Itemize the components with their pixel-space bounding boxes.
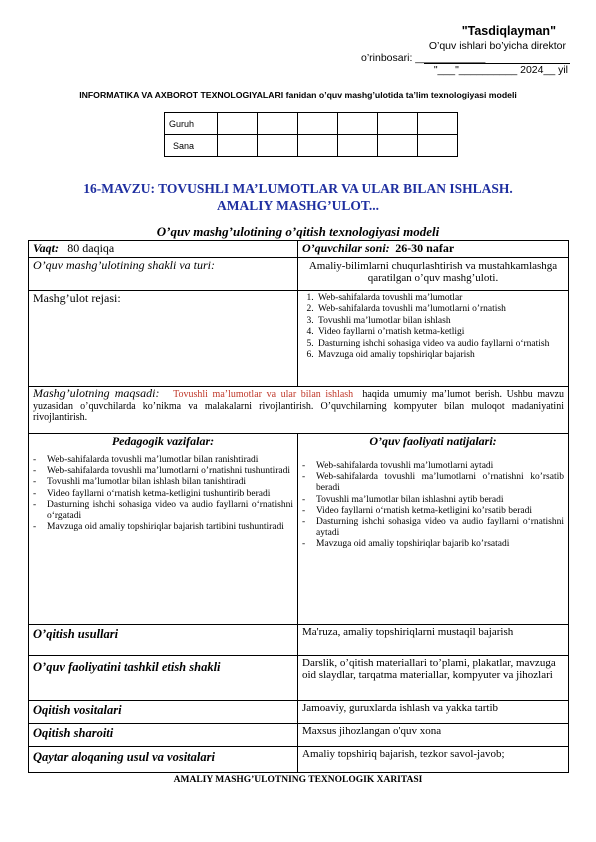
plan-item: 6. Mavzuga oid amaliy topshiriqlar bajarish <box>316 350 564 361</box>
date-cell <box>218 135 258 157</box>
tools-label: Oqitish vositalari <box>29 701 298 724</box>
time-row <box>29 241 569 258</box>
org-value: Darslik, o’qitish materiallari to’plami, plakatlar, mavzuga oid slaydlar, tarqatma materiallar, kompyuter va jihozlari <box>298 656 569 701</box>
tools-row <box>29 701 569 724</box>
students-cell <box>298 241 569 258</box>
res-item: - Web-sahifalarda tovushli ma’lumotlarni o’rnatishni ko’rsatib beradi <box>302 472 564 494</box>
plan-item: 3. Tovushli ma’lumotlar bilan ishlash <box>316 316 564 327</box>
res-item: - Web-sahifalarda tovushli ma’lumotlarni aytadi <box>302 461 564 472</box>
footer-title: AMALIY MASHG’ULOTNING TEXNOLOGIK XARITASI <box>173 775 423 785</box>
res-item: - Video fayllarni o‘rnatish ketma-ketligini ko’rsatib beradi <box>302 506 564 517</box>
students-value: 26-30 nafar <box>395 241 455 255</box>
table-title: O’quv mashg’ulotining o’qitish texnologiyasi modeli <box>156 224 440 239</box>
date-row <box>165 135 458 157</box>
date-cell <box>338 135 378 157</box>
ped-item: - Mavzuga oid amaliy topshiriqlar bajarish tartibini tushuntiradi <box>33 522 293 533</box>
group-cell <box>378 113 418 135</box>
time-label: Vaqt: <box>33 241 60 255</box>
methods-label: O’qitish usullari <box>29 625 298 656</box>
ped-item: - Dasturning ishchi sohasiga video va audio fayllarni o‘rnatishni o‘rgatadi <box>33 500 293 522</box>
date-cell <box>418 135 458 157</box>
time-value: 80 daqiqa <box>67 241 115 255</box>
form-row <box>29 258 569 291</box>
students-label: O’quvchilar soni: <box>302 241 390 255</box>
ped-item: - Web-sahifalarda tovushli ma’lumotlarni o’rnatishni tushuntiradi <box>33 466 293 477</box>
group-date-table <box>164 112 458 157</box>
res-label: O’quv faoliyati natijalari: <box>369 434 497 448</box>
plan-item: 5. Dasturning ishchi sohasiga video va audio fayllarni o‘rnatish <box>316 339 564 350</box>
form-label: O’quv mashg’ulotining shakli va turi: <box>29 258 298 291</box>
res-item: - Tovushli ma’lumotlar bilan ishlashni aytib beradi <box>302 495 564 506</box>
date-cell <box>258 135 298 157</box>
plan-item: 1. Web-sahifalarda tovushli ma’lumotlar <box>316 293 564 304</box>
plan-item: 2. Web-sahifalarda tovushli ma’lumotlarni o’rnatish <box>316 304 564 315</box>
res-list <box>302 461 564 551</box>
topic-line-1: 16-MAVZU: TOVUSHLI MA’LUMOTLAR VA ULAR BILAN ISHLASH. <box>83 181 513 196</box>
ped-item: - Video fayllarni o‘rnatish ketma-ketligini tushuntirib beradi <box>33 489 293 500</box>
feedback-row <box>29 747 569 773</box>
group-label: Guruh <box>165 113 218 135</box>
plan-cell <box>298 291 569 387</box>
org-row <box>29 656 569 701</box>
date-label: Sana <box>165 135 218 157</box>
conditions-value: Maxsus jihozlangan o'quv xona <box>298 724 569 747</box>
group-cell <box>418 113 458 135</box>
goal-cell <box>29 387 569 434</box>
goal-row <box>29 387 569 434</box>
form-value: Amaliy-bilimlarni chuqurlashtirish va mustahkamlashga qaratilgan o’quv mashg’uloti. <box>298 258 569 291</box>
document-heading: INFORMATIKA VA AXBOROT TEXNOLOGIYALARI fanidan o’quv mashg’ulotida ta’lim texnologiyasi modeli <box>79 90 517 100</box>
plan-item: 4. Video fayllarni o’rnatish ketma-ketligi <box>316 327 564 338</box>
approval-role: O’quv ishlari bo’yicha direktor <box>428 40 566 52</box>
group-cell <box>258 113 298 135</box>
org-label: O’quv faoliyatini tashkil etish shakli <box>29 656 298 701</box>
topic-title <box>0 180 596 214</box>
ped-item: - Tovushli ma’lumotlar bilan ishlash bilan tanishtiradi <box>33 477 293 488</box>
goal-text: haqida umumiy ma’lumot berish. Ushbu mavzu yuzasidan o’quvchilarda ko’nikma va malakalarni rivojlantirish. O’quvchilarning kompyuter bilan muloqot madaniyatini rivojlantirish. <box>33 389 564 423</box>
plan-row <box>29 291 569 387</box>
topic-line-2: AMALIY MASHG’ULOT... <box>217 198 379 213</box>
conditions-label: Oqitish sharoiti <box>29 724 298 747</box>
group-cell <box>338 113 378 135</box>
technology-model-table <box>28 240 569 773</box>
approval-title: "Tasdiqlayman" <box>461 24 556 38</box>
approval-subtitle: o’rinbosari: ____________ <box>361 52 486 64</box>
methods-row <box>29 625 569 656</box>
date-cell <box>298 135 338 157</box>
date-cell <box>378 135 418 157</box>
approval-date: "___"__________ 2024__ yil <box>433 64 568 76</box>
goal-label: Mashg’ulotning maqsadi: <box>33 386 160 400</box>
res-item: - Mavzuga oid amaliy topshiriqlar bajarib ko’rsatadi <box>302 539 564 550</box>
feedback-label: Qaytar aloqaning usul va vositalari <box>29 747 298 773</box>
group-row <box>165 113 458 135</box>
group-cell <box>218 113 258 135</box>
feedback-value: Amaliy topshiriq bajarish, tezkor savol-javob; <box>298 747 569 773</box>
ped-item: - Web-sahifalarda tovushli ma’lumotlar bilan ranishtiradi <box>33 455 293 466</box>
plan-list <box>302 293 564 361</box>
res-cell <box>298 434 569 625</box>
goal-highlight: Tovushli ma’lumotlar va ular bilan ishlash <box>173 389 354 400</box>
plan-label: Mashg’ulot rejasi: <box>29 291 298 387</box>
ped-cell <box>29 434 298 625</box>
time-cell <box>29 241 298 258</box>
conditions-row <box>29 724 569 747</box>
group-cell <box>298 113 338 135</box>
tasks-row <box>29 434 569 625</box>
res-item: - Dasturning ishchi sohasiga video va audio fayllarni o‘rnatishni aytadi <box>302 517 564 539</box>
ped-list <box>33 455 293 533</box>
tools-value: Jamoaviy, guruxlarda ishlash va yakka tartib <box>298 701 569 724</box>
ped-label: Pedagogik vazifalar: <box>111 434 215 448</box>
methods-value: Ma'ruza, amaliy topshiriqlarni mustaqil bajarish <box>298 625 569 656</box>
